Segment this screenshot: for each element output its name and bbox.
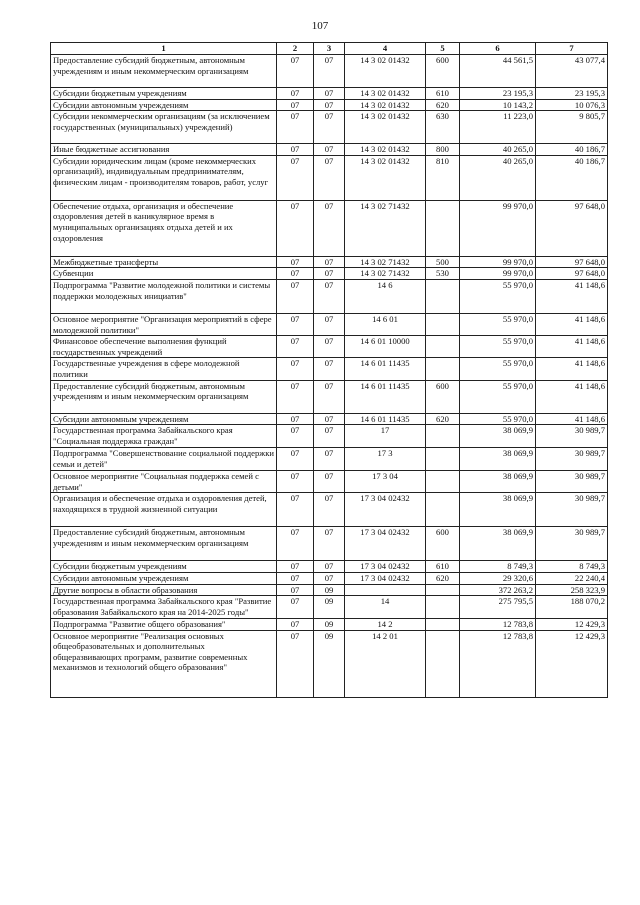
row-name-cell: Субсидии юридическим лицам (кроме некоммерческих организаций), индивидуальным предпринимателям, физическим лицам - производителям товаров, работ, услуг: [51, 155, 277, 200]
expense-type-cell: 610: [426, 88, 460, 100]
row-name-cell: Подпрограмма "Развитие молодежной политики и системы поддержки молодежных инициатив": [51, 279, 277, 313]
amount-approved-cell: 44 561,5: [460, 55, 536, 88]
subsection-code-cell: 07: [314, 313, 345, 335]
expense-type-cell: [426, 200, 460, 256]
subsection-code-cell: 07: [314, 111, 345, 144]
row-name-cell: Другие вопросы в области образования: [51, 584, 277, 596]
table-row: [51, 584, 608, 596]
row-name-cell: Предоставление субсидий бюджетным, автономным учреждениям и иным некоммерческим организациям: [51, 380, 277, 413]
row-name-cell: Субсидии автономным учреждениям: [51, 413, 277, 425]
target-article-cell: 14 6 01: [345, 313, 426, 335]
amount-executed-cell: 23 195,3: [536, 88, 608, 100]
amount-executed-cell: 30 989,7: [536, 527, 608, 561]
target-article-cell: 17 3 04: [345, 471, 426, 493]
table-row: [51, 268, 608, 280]
target-article-cell: 14 6 01 11435: [345, 380, 426, 413]
row-name-cell: Основное мероприятие "Организация мероприятий в сфере молодежной политики": [51, 313, 277, 335]
subsection-code-cell: 07: [314, 358, 345, 380]
amount-approved-cell: 38 069,9: [460, 493, 536, 527]
amount-approved-cell: 275 795,5: [460, 596, 536, 619]
amount-approved-cell: 55 970,0: [460, 313, 536, 335]
section-code-cell: 07: [277, 268, 314, 280]
amount-approved-cell: 38 069,9: [460, 471, 536, 493]
table-row: [51, 313, 608, 335]
target-article-cell: [345, 584, 426, 596]
subsection-code-cell: 09: [314, 630, 345, 697]
row-name-cell: Организация и обеспечение отдыха и оздоровления детей, находящихся в трудной жизненной ситуации: [51, 493, 277, 527]
section-code-cell: 07: [277, 561, 314, 573]
expense-type-cell: 800: [426, 144, 460, 156]
column-header: 2: [277, 43, 314, 55]
amount-executed-cell: 258 323,9: [536, 584, 608, 596]
section-code-cell: 07: [277, 596, 314, 619]
row-name-cell: Субсидии бюджетным учреждениям: [51, 88, 277, 100]
amount-executed-cell: 41 148,6: [536, 413, 608, 425]
expense-type-cell: 530: [426, 268, 460, 280]
table-row: [51, 358, 608, 380]
amount-executed-cell: 41 148,6: [536, 336, 608, 358]
section-code-cell: 07: [277, 111, 314, 144]
amount-approved-cell: 55 970,0: [460, 279, 536, 313]
target-article-cell: 17 3 04 02432: [345, 572, 426, 584]
amount-approved-cell: 99 970,0: [460, 200, 536, 256]
subsection-code-cell: 07: [314, 279, 345, 313]
amount-executed-cell: 41 148,6: [536, 313, 608, 335]
amount-approved-cell: 12 783,8: [460, 619, 536, 631]
subsection-code-cell: 07: [314, 88, 345, 100]
amount-executed-cell: 43 077,4: [536, 55, 608, 88]
column-header: 4: [345, 43, 426, 55]
amount-approved-cell: 29 320,6: [460, 572, 536, 584]
subsection-code-cell: 09: [314, 619, 345, 631]
amount-approved-cell: 38 069,9: [460, 448, 536, 471]
amount-executed-cell: 30 989,7: [536, 425, 608, 448]
amount-approved-cell: 99 970,0: [460, 256, 536, 268]
table-row: [51, 561, 608, 573]
amount-executed-cell: 97 648,0: [536, 200, 608, 256]
target-article-cell: 14 3 02 01432: [345, 99, 426, 111]
target-article-cell: 14 3 02 01432: [345, 88, 426, 100]
target-article-cell: 14 2: [345, 619, 426, 631]
table-row: [51, 380, 608, 413]
table-row: [51, 55, 608, 88]
target-article-cell: 17 3 04 02432: [345, 527, 426, 561]
amount-approved-cell: 40 265,0: [460, 155, 536, 200]
row-name-cell: Основное мероприятие "Социальная поддержка семей с детьми": [51, 471, 277, 493]
section-code-cell: 07: [277, 584, 314, 596]
target-article-cell: 14 3 02 71432: [345, 256, 426, 268]
expense-type-cell: [426, 471, 460, 493]
expense-type-cell: [426, 448, 460, 471]
section-code-cell: 07: [277, 88, 314, 100]
table-row: [51, 572, 608, 584]
target-article-cell: 17 3: [345, 448, 426, 471]
table-row: [51, 493, 608, 527]
amount-executed-cell: 188 070,2: [536, 596, 608, 619]
table-row: [51, 200, 608, 256]
amount-executed-cell: 41 148,6: [536, 358, 608, 380]
amount-approved-cell: 55 970,0: [460, 358, 536, 380]
amount-approved-cell: 55 970,0: [460, 380, 536, 413]
table-row: [51, 88, 608, 100]
expense-type-cell: [426, 584, 460, 596]
section-code-cell: 07: [277, 572, 314, 584]
row-name-cell: Предоставление субсидий бюджетным, автономным учреждениям и иным некоммерческим организациям: [51, 55, 277, 88]
table-row: [51, 279, 608, 313]
target-article-cell: 14 3 02 71432: [345, 200, 426, 256]
amount-executed-cell: 41 148,6: [536, 380, 608, 413]
expense-type-cell: 500: [426, 256, 460, 268]
section-code-cell: 07: [277, 448, 314, 471]
subsection-code-cell: 07: [314, 256, 345, 268]
expense-type-cell: [426, 279, 460, 313]
expense-type-cell: 630: [426, 111, 460, 144]
amount-approved-cell: 8 749,3: [460, 561, 536, 573]
row-name-cell: Субсидии бюджетным учреждениям: [51, 561, 277, 573]
target-article-cell: 14 3 02 01432: [345, 111, 426, 144]
subsection-code-cell: 07: [314, 55, 345, 88]
amount-approved-cell: 55 970,0: [460, 336, 536, 358]
section-code-cell: 07: [277, 380, 314, 413]
column-header: 3: [314, 43, 345, 55]
table-row: [51, 425, 608, 448]
table-row: [51, 413, 608, 425]
section-code-cell: 07: [277, 144, 314, 156]
expense-type-cell: [426, 619, 460, 631]
row-name-cell: Государственные учреждения в сфере молодежной политики: [51, 358, 277, 380]
target-article-cell: 17 3 04 02432: [345, 493, 426, 527]
amount-approved-cell: 38 069,9: [460, 527, 536, 561]
amount-executed-cell: 12 429,3: [536, 619, 608, 631]
subsection-code-cell: 07: [314, 336, 345, 358]
expense-type-cell: 610: [426, 561, 460, 573]
target-article-cell: 14 3 02 71432: [345, 268, 426, 280]
target-article-cell: 14 3 02 01432: [345, 155, 426, 200]
expense-type-cell: [426, 596, 460, 619]
table-row: [51, 336, 608, 358]
section-code-cell: 07: [277, 279, 314, 313]
expense-type-cell: 620: [426, 99, 460, 111]
expense-type-cell: 600: [426, 55, 460, 88]
row-name-cell: Подпрограмма "Совершенствование социальной поддержки семьи и детей": [51, 448, 277, 471]
section-code-cell: 07: [277, 55, 314, 88]
subsection-code-cell: 07: [314, 380, 345, 413]
amount-approved-cell: 11 223,0: [460, 111, 536, 144]
target-article-cell: 17 3 04 02432: [345, 561, 426, 573]
target-article-cell: 14 6 01 11435: [345, 413, 426, 425]
section-code-cell: 07: [277, 358, 314, 380]
table-row: [51, 111, 608, 144]
row-name-cell: Субсидии автономным учреждениям: [51, 572, 277, 584]
table-row: [51, 630, 608, 697]
amount-executed-cell: 9 805,7: [536, 111, 608, 144]
row-name-cell: Иные бюджетные ассигнования: [51, 144, 277, 156]
expense-type-cell: 620: [426, 572, 460, 584]
section-code-cell: 07: [277, 336, 314, 358]
subsection-code-cell: 07: [314, 200, 345, 256]
amount-executed-cell: 41 148,6: [536, 279, 608, 313]
subsection-code-cell: 07: [314, 144, 345, 156]
row-name-cell: Субвенции: [51, 268, 277, 280]
expense-type-cell: [426, 493, 460, 527]
amount-executed-cell: 40 186,7: [536, 144, 608, 156]
table-row: [51, 471, 608, 493]
section-code-cell: 07: [277, 99, 314, 111]
page-number: 107: [311, 20, 329, 32]
column-header: 7: [536, 43, 608, 55]
amount-approved-cell: 55 970,0: [460, 413, 536, 425]
row-name-cell: Межбюджетные трансферты: [51, 256, 277, 268]
budget-table: [50, 42, 608, 698]
section-code-cell: 07: [277, 413, 314, 425]
amount-executed-cell: 97 648,0: [536, 268, 608, 280]
expense-type-cell: 810: [426, 155, 460, 200]
table-row: [51, 448, 608, 471]
amount-executed-cell: 10 076,3: [536, 99, 608, 111]
expense-type-cell: [426, 313, 460, 335]
amount-executed-cell: 97 648,0: [536, 256, 608, 268]
amount-executed-cell: 30 989,7: [536, 471, 608, 493]
row-name-cell: Основное мероприятие "Реализация основных общеобразовательных и дополнительных общеразвивающих программ, развитие современных механизмов и технологий общего образования": [51, 630, 277, 697]
section-code-cell: 07: [277, 200, 314, 256]
target-article-cell: 14 3 02 01432: [345, 55, 426, 88]
table-row: [51, 144, 608, 156]
amount-approved-cell: 12 783,8: [460, 630, 536, 697]
amount-approved-cell: 10 143,2: [460, 99, 536, 111]
subsection-code-cell: 09: [314, 584, 345, 596]
header-row: [51, 43, 608, 55]
row-name-cell: Государственная программа Забайкальского края "Социальная поддержка граждан": [51, 425, 277, 448]
amount-executed-cell: 22 240,4: [536, 572, 608, 584]
expense-type-cell: 600: [426, 380, 460, 413]
table-body: [51, 55, 608, 698]
target-article-cell: 14 6: [345, 279, 426, 313]
row-name-cell: Субсидии некоммерческим организациям (за исключением государственных (муниципальных) учреждений): [51, 111, 277, 144]
subsection-code-cell: 07: [314, 493, 345, 527]
amount-executed-cell: 30 989,7: [536, 448, 608, 471]
amount-executed-cell: 8 749,3: [536, 561, 608, 573]
amount-approved-cell: 372 263,2: [460, 584, 536, 596]
amount-approved-cell: 99 970,0: [460, 268, 536, 280]
expense-type-cell: [426, 336, 460, 358]
column-header: 5: [426, 43, 460, 55]
subsection-code-cell: 07: [314, 527, 345, 561]
target-article-cell: 14: [345, 596, 426, 619]
amount-executed-cell: 12 429,3: [536, 630, 608, 697]
section-code-cell: 07: [277, 256, 314, 268]
section-code-cell: 07: [277, 527, 314, 561]
expense-type-cell: [426, 358, 460, 380]
row-name-cell: Субсидии автономным учреждениям: [51, 99, 277, 111]
table-row: [51, 596, 608, 619]
column-header: 1: [51, 43, 277, 55]
section-code-cell: 07: [277, 630, 314, 697]
row-name-cell: Подпрограмма "Развитие общего образования": [51, 619, 277, 631]
subsection-code-cell: 07: [314, 268, 345, 280]
amount-approved-cell: 40 265,0: [460, 144, 536, 156]
amount-executed-cell: 40 186,7: [536, 155, 608, 200]
column-header: 6: [460, 43, 536, 55]
amount-approved-cell: 23 195,3: [460, 88, 536, 100]
subsection-code-cell: 07: [314, 155, 345, 200]
subsection-code-cell: 07: [314, 448, 345, 471]
target-article-cell: 14 2 01: [345, 630, 426, 697]
amount-approved-cell: 38 069,9: [460, 425, 536, 448]
section-code-cell: 07: [277, 155, 314, 200]
table-row: [51, 619, 608, 631]
table-row: [51, 155, 608, 200]
amount-executed-cell: 30 989,7: [536, 493, 608, 527]
section-code-cell: 07: [277, 493, 314, 527]
table-row: [51, 527, 608, 561]
section-code-cell: 07: [277, 425, 314, 448]
row-name-cell: Обеспечение отдыха, организация и обеспечение оздоровления детей в каникулярное время в муниципальных организациях отдыха детей и их оздоровления: [51, 200, 277, 256]
subsection-code-cell: 07: [314, 572, 345, 584]
section-code-cell: 07: [277, 313, 314, 335]
expense-type-cell: [426, 425, 460, 448]
target-article-cell: 17: [345, 425, 426, 448]
expense-type-cell: [426, 630, 460, 697]
subsection-code-cell: 07: [314, 99, 345, 111]
target-article-cell: 14 6 01 11435: [345, 358, 426, 380]
table-row: [51, 99, 608, 111]
row-name-cell: Финансовое обеспечение выполнения функций государственных учреждений: [51, 336, 277, 358]
subsection-code-cell: 09: [314, 596, 345, 619]
row-name-cell: Государственная программа Забайкальского края "Развитие образования Забайкальского края на 2014-2025 годы": [51, 596, 277, 619]
subsection-code-cell: 07: [314, 413, 345, 425]
section-code-cell: 07: [277, 619, 314, 631]
expense-type-cell: 600: [426, 527, 460, 561]
section-code-cell: 07: [277, 471, 314, 493]
subsection-code-cell: 07: [314, 425, 345, 448]
subsection-code-cell: 07: [314, 471, 345, 493]
table-row: [51, 256, 608, 268]
expense-type-cell: 620: [426, 413, 460, 425]
subsection-code-cell: 07: [314, 561, 345, 573]
target-article-cell: 14 6 01 10000: [345, 336, 426, 358]
target-article-cell: 14 3 02 01432: [345, 144, 426, 156]
row-name-cell: Предоставление субсидий бюджетным, автономным учреждениям и иным некоммерческим организациям: [51, 527, 277, 561]
